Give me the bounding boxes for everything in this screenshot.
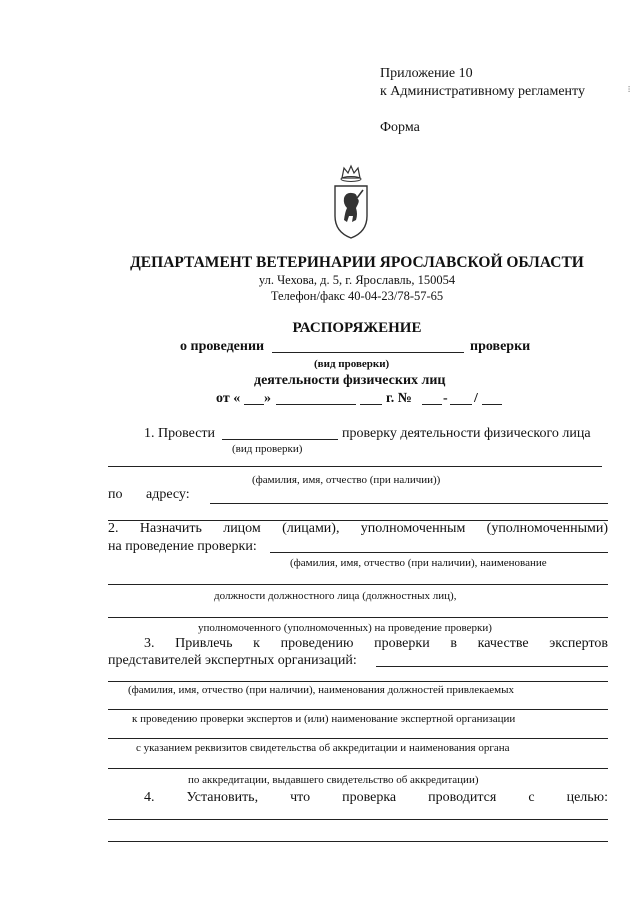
number-part-1[interactable]: [422, 404, 442, 405]
check-type-line[interactable]: [272, 352, 464, 353]
p4-goal-field-2[interactable]: [108, 841, 608, 842]
p2-hint2: должности должностного лица (должностных лиц),: [214, 590, 457, 602]
p2-hint3: уполномоченного (уполномоченных) на проведение проверки): [198, 622, 492, 634]
title-hint-type: (вид проверки): [314, 358, 390, 370]
title-about: о проведении: [180, 339, 265, 354]
p1-addr-po: по: [108, 487, 123, 502]
title-check: проверки: [470, 339, 531, 354]
month-field[interactable]: [276, 404, 356, 405]
p1-addr-label: адресу:: [146, 487, 190, 502]
p3-hint1: (фамилия, имя, отчество (при наличии), наименования должностей привлекаемых: [128, 684, 514, 696]
p3-expert-field-2[interactable]: [108, 681, 608, 682]
p1-fio-field[interactable]: [108, 466, 602, 467]
form-label: Форма: [380, 120, 420, 135]
p2-hint1: (фамилия, имя, отчество (при наличии), наименование: [290, 557, 547, 569]
p2-line2: на проведение проверки:: [108, 539, 257, 554]
org-phone: Телефон/факс 40-04-23/78-57-65: [270, 289, 444, 303]
p2-position-field[interactable]: [108, 584, 608, 585]
year-field[interactable]: [360, 404, 382, 405]
p2-authorized-field[interactable]: [108, 617, 608, 618]
p3-line1: 3. Привлечь к проведению проверки в качестве экспертов: [144, 636, 608, 651]
p1-rest: проверку деятельности физического лица: [342, 426, 591, 441]
year-number-label: г. №: [386, 391, 412, 406]
org-name: ДЕПАРТАМЕНТ ВЕТЕРИНАРИИ ЯРОСЛАВСКОЙ ОБЛАСТИ: [130, 254, 584, 271]
p1-hint-fio: (фамилия, имя, отчество (при наличии)): [252, 474, 441, 486]
regulation-ref: к Административному регламенту: [380, 84, 585, 99]
p1-lead: 1. Провести: [144, 426, 216, 441]
number-dash: -: [443, 391, 448, 406]
p3-expert-field[interactable]: [376, 666, 608, 667]
date-from: от «: [216, 391, 241, 406]
title-subject: деятельности физических лиц: [254, 373, 446, 388]
p1-hint-type: (вид проверки): [232, 443, 303, 455]
p3-expert-field-4[interactable]: [108, 738, 608, 739]
p3-hint2: к проведению проверки экспертов и (или) наименование экспертной организации: [132, 713, 516, 725]
p3-line2: представителей экспертных организаций:: [108, 653, 357, 668]
p1-address-field[interactable]: [210, 503, 608, 504]
doc-title: РАСПОРЯЖЕНИЕ: [292, 320, 422, 336]
p3-expert-field-3[interactable]: [108, 709, 608, 710]
number-part-2[interactable]: [450, 404, 472, 405]
p4-line1: 4. Установить, что проверка проводится с целью:: [144, 790, 608, 805]
p3-hint3: с указанием реквизитов свидетельства об аккредитации и наименования органа: [136, 742, 510, 754]
p1-check-type-field[interactable]: [222, 439, 338, 440]
coat-of-arms-icon: [330, 164, 372, 240]
side-mark: ...: [626, 85, 637, 93]
date-close: »: [264, 391, 271, 406]
p2-line1: 2. Назначить лицом (лицами), уполномоченным (уполномоченными): [108, 521, 608, 536]
p3-expert-field-5[interactable]: [108, 768, 608, 769]
org-address: ул. Чехова, д. 5, г. Ярославль, 150054: [258, 273, 456, 287]
p3-hint4: по аккредитации, выдавшего свидетельство об аккредитации): [188, 774, 479, 786]
day-field[interactable]: [244, 404, 264, 405]
number-part-3[interactable]: [482, 404, 502, 405]
appendix-number: Приложение 10: [380, 66, 473, 81]
p2-person-field[interactable]: [270, 552, 608, 553]
p4-goal-field[interactable]: [108, 819, 608, 820]
number-slash: /: [474, 391, 478, 406]
